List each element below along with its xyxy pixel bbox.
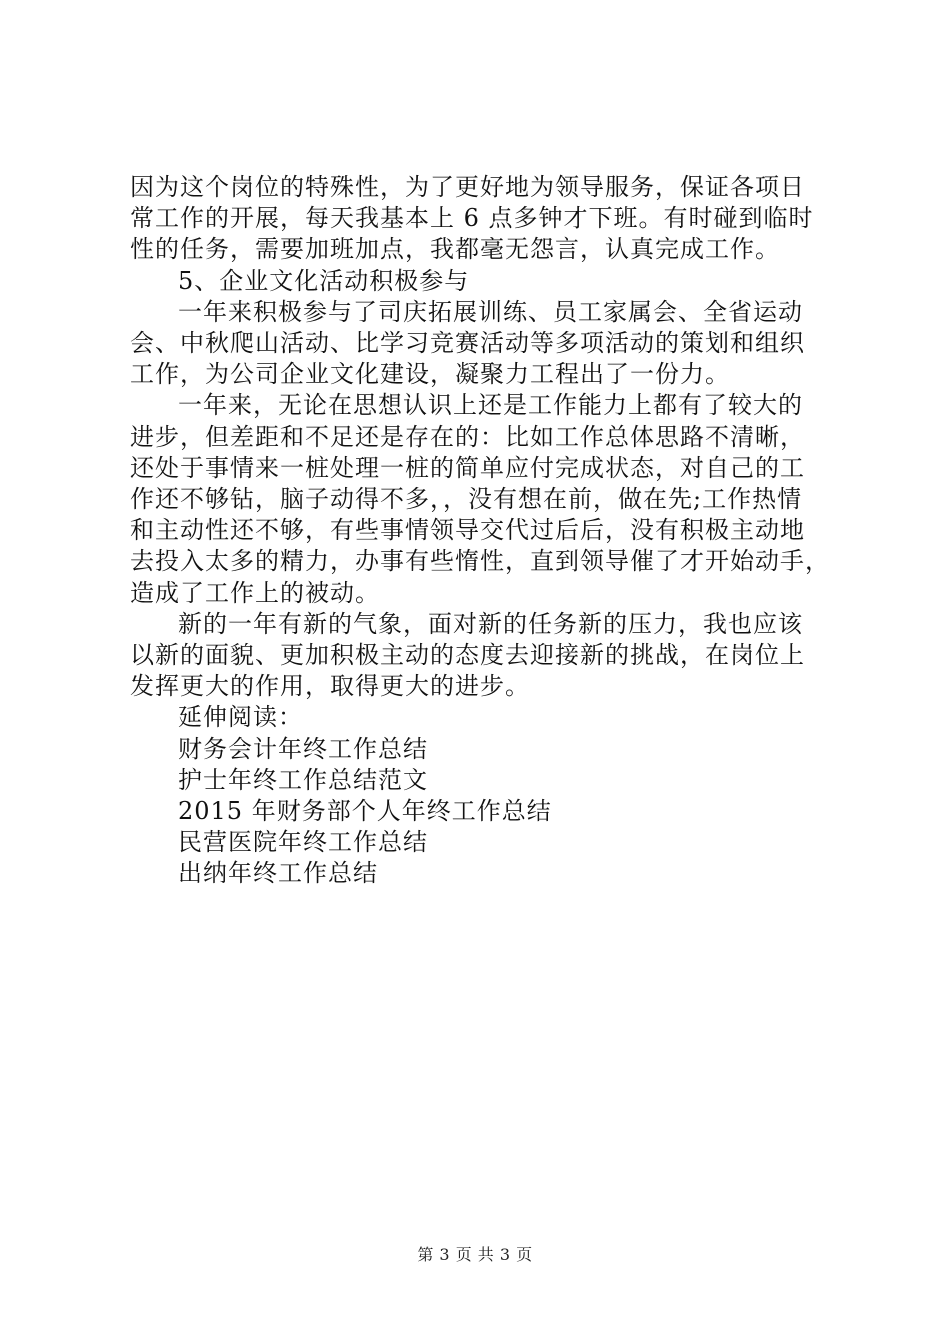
text-line: 一年来，无论在思想认识上还是工作能力上都有了较大的 [178,391,803,420]
text-line: 因为这个岗位的特殊性，为了更好地为领导服务，保证各项日 [130,173,805,201]
text-line: 性的任务，需要加班加点，我都毫无怨言，认真完成工作。 [130,235,780,264]
text-line: 新的一年有新的气象，面对新的任务新的压力，我也应该 [178,609,803,638]
text-line: 一年来积极参与了司庆拓展训练、员工家属会、全省运动 [178,297,803,326]
paragraph-culture-activities [130,297,830,391]
text-line: 和主动性还不够，有些事情领导交代过后后，没有积极主动地 [130,516,805,545]
page-footer [0,1242,950,1265]
section-heading-culture [130,266,830,297]
further-reading-link[interactable]: 财务会计年终工作总结 [178,734,428,763]
text-line: 会、中秋爬山活动、比学习竞赛活动等多项活动的策划和组织 [130,329,805,358]
text-line: 去投入太多的精力，办事有些惰性，直到领导催了才开始动手， [130,547,830,576]
text-line: 进步，但差距和不足还是存在的：比如工作总体思路不清晰， [130,422,805,451]
paragraph-work-hours [130,172,830,266]
text-line: 工作，为公司企业文化建设，凝聚力工程出了一份力。 [130,360,730,389]
text-line: 以新的面貌、更加积极主动的态度去迎接新的挑战，在岗位上 [130,641,805,670]
paragraph-new-year [130,609,830,703]
further-reading-link[interactable]: 护士年终工作总结范文 [178,765,428,794]
text-line: 常工作的开展，每天我基本上 6 点多钟才下班。有时碰到临时 [130,204,814,233]
further-reading-section [130,702,830,889]
document-body [130,172,830,890]
page-number: 第 3 页 共 3 页 [417,1245,533,1264]
paragraph-shortcomings [130,390,830,608]
further-reading-link[interactable]: 出纳年终工作总结 [178,859,378,888]
section-heading: 5、企业文化活动积极参与 [178,266,470,295]
further-reading-label: 延伸阅读： [178,703,303,732]
further-reading-link[interactable]: 民营医院年终工作总结 [178,828,428,857]
text-line: 发挥更大的作用，取得更大的进步。 [130,672,530,701]
text-line: 还处于事情来一桩处理一桩的简单应付完成状态，对自己的工 [130,453,805,482]
text-line: 作还不够钻，脑子动得不多，，没有想在前，做在先;工作热情 [130,485,803,514]
text-line: 造成了工作上的被动。 [130,578,380,607]
further-reading-link[interactable]: 2015 年财务部个人年终工作总结 [178,797,552,826]
